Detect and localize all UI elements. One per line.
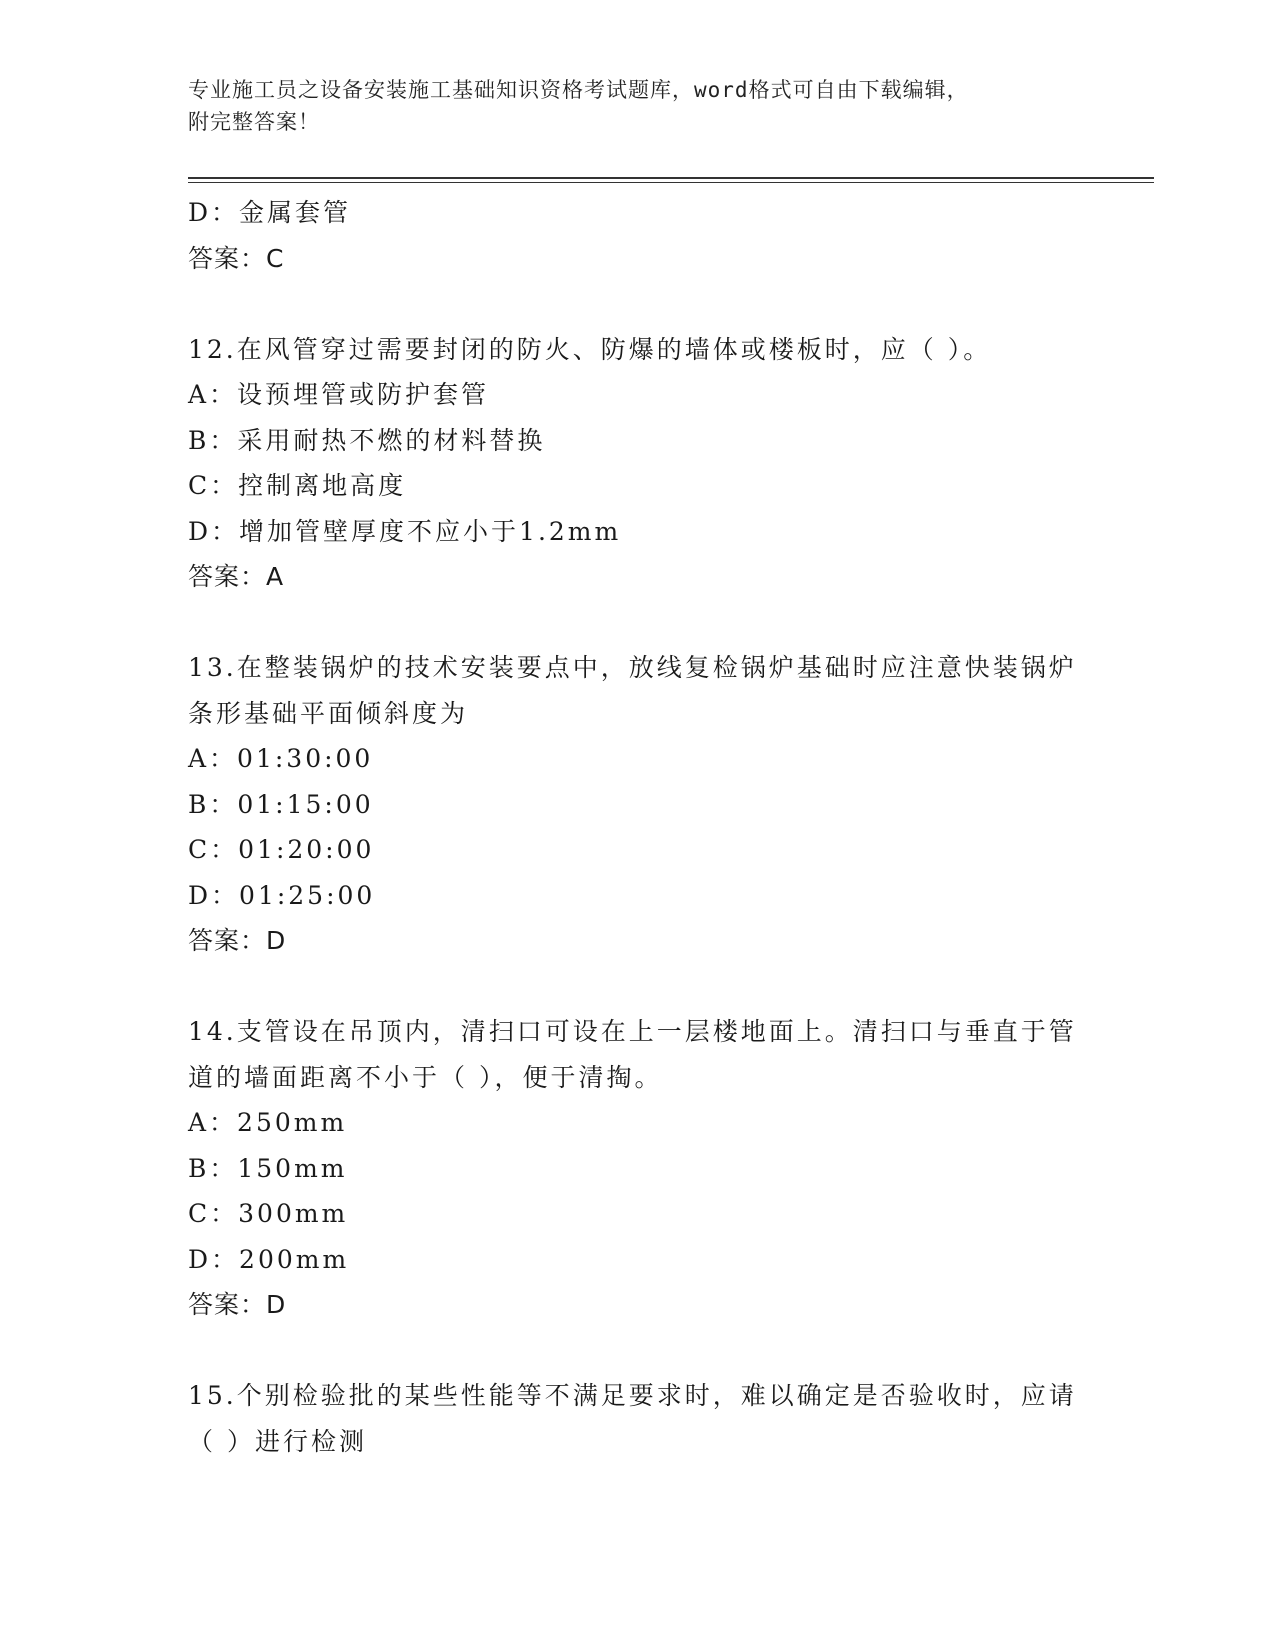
question-15 — [188, 1373, 1088, 1464]
document-header — [188, 74, 1068, 138]
option-c: C：控制离地高度 — [188, 471, 407, 500]
option-c: C：01:20:00 — [188, 835, 375, 864]
header-divider-thin — [188, 182, 1154, 183]
question-list — [188, 190, 1088, 1464]
question-13 — [188, 645, 1088, 964]
option-c: C：300mm — [188, 1199, 349, 1228]
answer: 答案：D — [188, 926, 287, 955]
spacer — [188, 964, 1088, 1010]
question-14 — [188, 1009, 1088, 1328]
option-a: A：设预埋管或防护套管 — [188, 380, 490, 409]
spacer — [188, 281, 1088, 327]
header-line-1: 专业施工员之设备安装施工基础知识资格考试题库，word格式可自由下载编辑， — [188, 78, 969, 102]
option-a: A：250mm — [188, 1108, 348, 1137]
spacer — [188, 600, 1088, 646]
prev-answer: 答案：C — [188, 243, 285, 273]
prev-option-d: D：金属套管 — [188, 198, 352, 227]
question-text: 13.在整装锅炉的技术安装要点中，放线复检锅炉基础时应注意快装锅炉条形基础平面倾斜度为 — [188, 653, 1077, 728]
option-d: D：200mm — [188, 1244, 350, 1274]
question-text: 14.支管设在吊顶内，清扫口可设在上一层楼地面上。清扫口与垂直于管道的墙面距离不小于（ ），便于清掏。 — [188, 1017, 1077, 1092]
answer: 答案：D — [188, 1290, 287, 1319]
spacer — [188, 1328, 1088, 1374]
header-line-2: 附完整答案！ — [188, 110, 320, 134]
option-b: B：150mm — [188, 1153, 348, 1183]
question-text: 15.个别检验批的某些性能等不满足要求时，难以确定是否验收时，应请（ ）进行检测 — [188, 1381, 1077, 1456]
answer: 答案：A — [188, 562, 285, 591]
option-b: B：采用耐热不燃的材料替换 — [188, 425, 546, 455]
header-divider-thick — [188, 177, 1154, 179]
option-d: D：增加管壁厚度不应小于1.2mm — [188, 516, 622, 546]
question-text: 12.在风管穿过需要封闭的防火、防爆的墙体或楼板时，应（ ）。 — [188, 334, 992, 364]
option-d: D：01:25:00 — [188, 880, 376, 910]
question-12 — [188, 327, 1088, 600]
option-a: A：01:30:00 — [188, 744, 374, 773]
option-b: B：01:15:00 — [188, 789, 374, 819]
